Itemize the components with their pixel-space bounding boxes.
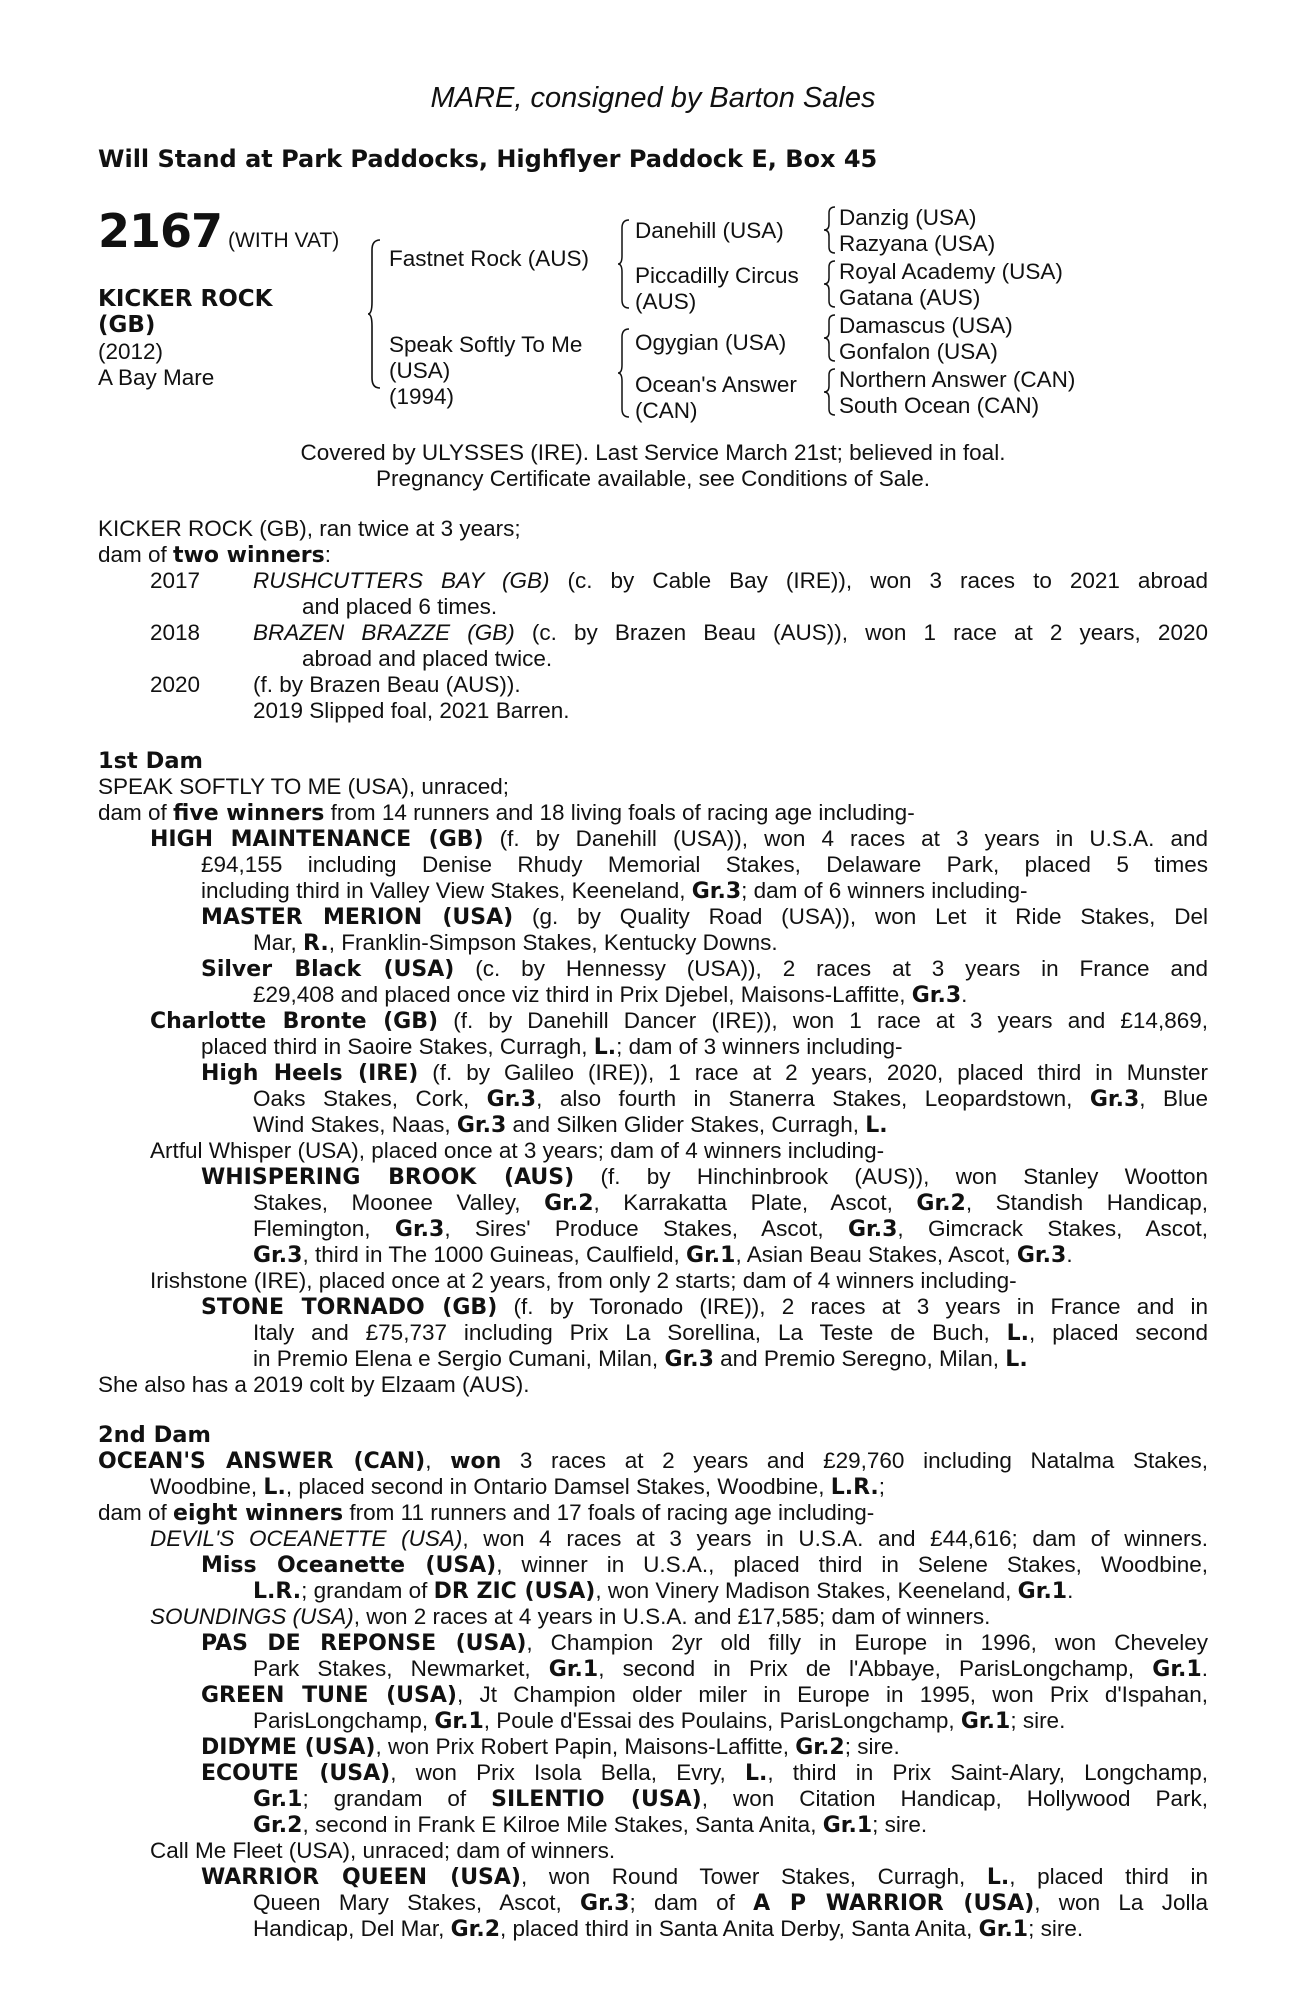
dam1-line <box>150 1008 1208 1035</box>
text-fragment: dam of <box>98 1500 174 1525</box>
dam2-line <box>201 1682 1208 1709</box>
race-grade: Gr.1 <box>1152 1657 1202 1682</box>
covered-line-1: Covered by ULYSSES (IRE). Last Service March 21st; believed in foal. <box>300 440 1006 465</box>
text-fragment: Flemington, <box>253 1216 395 1241</box>
ped-sire-dam-line-2: (AUS) <box>635 289 697 314</box>
text-fragment: ; grandam of <box>302 1786 492 1811</box>
race-grade: Gr.2 <box>544 1191 594 1216</box>
text-fragment: Park Stakes, Newmarket, <box>253 1656 549 1681</box>
horse-name <box>98 286 272 338</box>
foal-name: RUSHCUTTERS BAY (GB) <box>253 568 550 593</box>
pedigree-brace-sire <box>618 218 630 310</box>
text-fragment: , won 4 races at 3 years in U.S.A. and £44,616; dam of winners. <box>462 1526 1208 1551</box>
text-fragment: , won Citation Handicap, Hollywood Park, <box>701 1786 1209 1811</box>
horse-year: (2012) <box>98 339 164 364</box>
ped-dss: Damascus (USA) <box>839 313 1013 338</box>
text-fragment: , placed third in Santa Anita Derby, Santa Anita, <box>500 1916 979 1941</box>
stand-location: Will Stand at Park Paddocks, Highflyer Paddock E, Box 45 <box>98 145 878 173</box>
race-grade: Gr.3 <box>253 1243 303 1268</box>
horse-name-line-2: (GB) <box>98 312 156 338</box>
text-fragment: . <box>1067 1578 1074 1603</box>
dam1-line <box>253 1242 1073 1269</box>
text-fragment: Mar, <box>253 930 304 955</box>
text-fragment: ; sire. <box>1010 1708 1066 1733</box>
dam1-line <box>98 800 915 827</box>
race-grade: Gr.1 <box>434 1709 484 1734</box>
race-grade: Gr.3 <box>580 1891 630 1916</box>
horse-name-italic: SOUNDINGS (USA) <box>150 1604 354 1629</box>
foal-name: BRAZEN BRAZZE (GB) <box>253 620 515 645</box>
horse-name-bold: SILENTIO (USA) <box>491 1787 702 1812</box>
dam2-line <box>201 1734 900 1761</box>
race-grade: L. <box>593 1035 617 1060</box>
produce-dam-of <box>98 542 331 569</box>
race-grade: Gr.3 <box>394 1217 445 1242</box>
dam1-line: £94,155 including Denise Rhudy Memorial Stakes, Delaware Park, placed 5 times <box>201 852 1208 877</box>
text-fragment: ; dam of <box>629 1890 754 1915</box>
text-fragment: placed third in Saoire Stakes, Curragh, <box>201 1034 594 1059</box>
text-fragment: and Silken Glider Stakes, Curragh, <box>506 1112 866 1137</box>
horse-name-bold: STONE TORNADO (GB) <box>201 1295 498 1320</box>
ped-dsd: Gonfalon (USA) <box>839 339 998 364</box>
pedigree-brace-ss <box>824 205 836 255</box>
dam1-line <box>201 1060 1208 1087</box>
lot-number-block <box>98 204 339 258</box>
dam1-line <box>253 930 778 957</box>
race-grade: Gr.1 <box>253 1787 303 1812</box>
dam2-line <box>201 1630 1208 1657</box>
race-grade: Gr.2 <box>253 1813 303 1838</box>
dam1-line <box>201 956 1208 983</box>
ped-sdd: Gatana (AUS) <box>839 285 981 310</box>
text-fragment: dam of <box>98 542 174 567</box>
text-fragment: , Standish Handicap, <box>965 1190 1209 1215</box>
text-fragment: , won Prix Isola Bella, Evry, <box>390 1760 745 1785</box>
dam1-line <box>201 904 1208 931</box>
dam1-line <box>253 1190 1208 1217</box>
dam2-line <box>201 1552 1208 1579</box>
text-fragment: , won Vinery Madison Stakes, Keeneland, <box>595 1578 1018 1603</box>
pedigree-brace-ds <box>824 313 836 363</box>
horse-name-italic: DEVIL'S OCEANETTE (USA) <box>150 1526 463 1551</box>
text-fragment: , second in Frank E Kilroe Mile Stakes, Santa Anita, <box>302 1812 823 1837</box>
horse-name-bold: WHISPERING BROOK (AUS) <box>201 1165 575 1190</box>
horse-name-bold: PAS DE REPONSE (USA) <box>201 1631 527 1656</box>
ped-sss: Danzig (USA) <box>839 205 977 230</box>
dam2-line <box>150 1604 990 1630</box>
text-fragment: , Poule d'Essai des Poulains, ParisLongchamp, <box>483 1708 961 1733</box>
text-fragment: (f. by Danehill Dancer (IRE)), won 1 race at 3 years and £14,869, <box>438 1008 1208 1033</box>
dam2-line <box>253 1578 1073 1605</box>
text-fragment: ; dam of 6 winners including- <box>741 878 1028 903</box>
text-fragment: , won Round Tower Stakes, Curragh, <box>521 1864 987 1889</box>
race-grade: Gr.2 <box>795 1735 845 1760</box>
text-fragment: (f. by Galileo (IRE)), 1 race at 2 years, 2020, placed third in Munster <box>418 1060 1208 1085</box>
horse-name-bold: ECOUTE (USA) <box>201 1761 391 1786</box>
text-fragment: Italy and £75,737 including Prix La Sorellina, La Teste de Buch, <box>253 1320 1007 1345</box>
dam1-line: Artful Whisper (USA), placed once at 3 years; dam of 4 winners including- <box>150 1138 885 1163</box>
page-title: MARE, consigned by Barton Sales <box>430 82 876 114</box>
race-grade: Gr.1 <box>822 1813 873 1838</box>
text-fragment: (c. by Hennessy (USA)), 2 races at 3 years in France and <box>454 956 1209 981</box>
ped-sire-sire: Danehill (USA) <box>635 218 784 243</box>
dam1-line <box>253 1320 1208 1347</box>
text-fragment: ParisLongchamp, <box>253 1708 435 1733</box>
race-grade: L. <box>1006 1321 1030 1346</box>
dam1-line <box>253 982 967 1009</box>
produce-year-2018: 2018 <box>150 620 201 645</box>
horse-name-bold: OCEAN'S ANSWER (CAN) <box>98 1449 426 1474</box>
text-fragment: , won La Jolla <box>1034 1890 1208 1915</box>
dam1-line <box>253 1112 888 1139</box>
text-fragment: (c. by Brazen Beau (AUS)), won 1 race at 2 years, 2020 <box>514 620 1208 645</box>
dam1-line <box>253 1086 1208 1113</box>
horse-name-bold: WARRIOR QUEEN (USA) <box>201 1865 521 1890</box>
ped-ddd: South Ocean (CAN) <box>839 393 1040 418</box>
dam1-line <box>150 826 1208 853</box>
ped-dam-sire: Ogygian (USA) <box>635 330 787 355</box>
text-fragment: , third in Prix Saint-Alary, Longchamp, <box>767 1760 1208 1785</box>
dam1-line: SPEAK SOFTLY TO ME (USA), unraced; <box>98 774 509 799</box>
dam1-line <box>201 878 1028 905</box>
text-fragment: (f. by Hinchinbrook (AUS)), won Stanley Wootton <box>574 1164 1208 1189</box>
pedigree-brace-sd <box>824 259 836 309</box>
race-grade: Gr.1 <box>686 1243 736 1268</box>
text-fragment: , placed second <box>1029 1320 1208 1345</box>
dam2-line: Call Me Fleet (USA), unraced; dam of winners. <box>150 1838 616 1863</box>
text-fragment: ; sire. <box>844 1734 900 1759</box>
race-grade: L. <box>1005 1347 1028 1372</box>
text-fragment: Wind Stakes, Naas, <box>253 1112 457 1137</box>
race-grade: Gr.3 <box>486 1087 537 1112</box>
text-fragment: , Blue <box>1139 1086 1208 1111</box>
dam2-line <box>150 1474 885 1501</box>
dam1-line <box>201 1294 1208 1321</box>
text-fragment: , won 2 races at 4 years in U.S.A. and £17,585; dam of winners. <box>353 1604 991 1629</box>
text-fragment: , placed second in Ontario Damsel Stakes, Woodbine, <box>285 1474 831 1499</box>
race-grade: Gr.1 <box>960 1709 1011 1734</box>
produce-entry-2020: (f. by Brazen Beau (AUS)). <box>253 672 521 697</box>
text-fragment: ; <box>878 1474 886 1499</box>
produce-year-2020: 2020 <box>150 672 201 697</box>
horse-sex: A Bay Mare <box>98 365 215 390</box>
horse-name-bold: DIDYME (USA) <box>201 1735 376 1760</box>
section-heading-2nd-dam: 2nd Dam <box>98 1422 211 1448</box>
horse-name-bold: High Heels (IRE) <box>201 1061 419 1086</box>
dam2-line <box>253 1890 1208 1917</box>
text-fragment: ; sire. <box>1028 1916 1084 1941</box>
ped-dam-line-3: (1994) <box>389 384 455 409</box>
horse-name-bold: HIGH MAINTENANCE (GB) <box>150 827 484 852</box>
text-fragment: from 11 runners and 17 foals of racing age including- <box>343 1500 875 1525</box>
dam2-line <box>253 1708 1065 1735</box>
text-fragment: ; sire. <box>872 1812 928 1837</box>
text-fragment: (g. by Quality Road (USA)), won Let it Ride Stakes, Del <box>513 904 1208 929</box>
text-fragment: (c. by Cable Bay (IRE)), won 3 races to 2021 abroad <box>549 568 1208 593</box>
text-fragment: ; dam of 3 winners including- <box>616 1034 903 1059</box>
race-grade: Gr.2 <box>450 1917 501 1942</box>
produce-year-2017: 2017 <box>150 568 201 593</box>
text-fragment: , third in The 1000 Guineas, Caulfield, <box>302 1242 687 1267</box>
race-grade: R. <box>303 931 329 956</box>
text-fragment: Woodbine, <box>150 1474 264 1499</box>
dam1-line <box>201 1034 903 1061</box>
produce-entry-2018-cont: abroad and placed twice. <box>302 646 553 671</box>
text-fragment: Oaks Stakes, Cork, <box>253 1086 487 1111</box>
horse-name-bold: A P WARRIOR (USA) <box>753 1891 1035 1916</box>
text-bold: won <box>450 1449 502 1474</box>
ped-sire: Fastnet Rock (AUS) <box>389 246 590 271</box>
dam1-line <box>201 1164 1208 1191</box>
race-grade: Gr.3 <box>1016 1243 1067 1268</box>
text-fragment: ; grandam of <box>301 1578 434 1603</box>
ped-ssd: Razyana (USA) <box>839 231 996 256</box>
text-fragment: . <box>961 982 968 1007</box>
dam2-line <box>253 1812 927 1839</box>
ped-dds: Northern Answer (CAN) <box>839 367 1076 392</box>
ped-dam-dam-line-1: Ocean's Answer <box>635 372 797 397</box>
text-fragment: £29,408 and placed once viz third in Prix Djebel, Maisons-Laffitte, <box>253 982 912 1007</box>
text-fragment: , second in Prix de l'Abbaye, ParisLongchamp, <box>598 1656 1153 1681</box>
produce-entry-2018 <box>253 620 1208 646</box>
text-fragment: , Sires' Produce Stakes, Ascot, <box>444 1216 848 1241</box>
produce-intro: KICKER ROCK (GB), ran twice at 3 years; <box>98 516 521 541</box>
text-fragment: , Gimcrack Stakes, Ascot, <box>897 1216 1209 1241</box>
race-grade: Gr.1 <box>978 1917 1029 1942</box>
text-fragment: from 14 runners and 18 living foals of racing age including- <box>324 800 915 825</box>
horse-name-bold: Silver Black (USA) <box>201 957 455 982</box>
race-grade: Gr.3 <box>691 879 742 904</box>
race-grade: L. <box>986 1865 1010 1890</box>
dam2-line <box>150 1526 1208 1552</box>
produce-entry-2017 <box>253 568 1208 594</box>
text-fragment: , placed third in <box>1009 1864 1209 1889</box>
text-fragment: . <box>1066 1242 1073 1267</box>
winners-count: five winners <box>173 801 325 826</box>
ped-dam-line-2: (USA) <box>389 358 451 383</box>
dam1-line <box>253 1216 1208 1243</box>
text-fragment: (f. by Toronado (IRE)), 2 races at 3 years in France and in <box>497 1294 1208 1319</box>
pedigree-brace-dam <box>618 327 630 419</box>
text-fragment: , Karrakatta Plate, Ascot, <box>593 1190 917 1215</box>
race-grade: L.R. <box>830 1475 879 1500</box>
text-fragment: and Premio Seregno, Milan, <box>713 1346 1006 1371</box>
winners-count: two winners <box>173 543 325 568</box>
text-fragment: , Asian Beau Stakes, Ascot, <box>735 1242 1017 1267</box>
text-fragment: dam of <box>98 800 174 825</box>
dam2-line <box>253 1916 1083 1943</box>
race-grade: Gr.3 <box>664 1347 714 1372</box>
dam1-line: She also has a 2019 colt by Elzaam (AUS). <box>98 1372 530 1397</box>
ped-sire-dam-line-1: Piccadilly Circus <box>635 263 799 288</box>
horse-name-bold: Charlotte Bronte (GB) <box>150 1009 439 1034</box>
text-fragment: , Champion 2yr old filly in Europe in 1996, won Cheveley <box>526 1630 1208 1655</box>
race-grade: Gr.3 <box>456 1113 507 1138</box>
vat-note: (WITH VAT) <box>228 229 340 252</box>
text-fragment: , Franklin-Simpson Stakes, Kentucky Downs. <box>328 930 778 955</box>
section-heading-1st-dam: 1st Dam <box>98 748 203 774</box>
race-grade: Gr.1 <box>1017 1579 1068 1604</box>
lot-number: 2167 <box>98 204 223 258</box>
horse-name-bold: DR ZIC (USA) <box>433 1579 596 1604</box>
dam2-line <box>98 1448 1208 1475</box>
horse-name-bold: Miss Oceanette (USA) <box>201 1553 497 1578</box>
race-grade: Gr.1 <box>548 1657 599 1682</box>
dam1-line <box>253 1346 1028 1373</box>
text-fragment: including third in Valley View Stakes, Keeneland, <box>201 878 692 903</box>
covered-line-2: Pregnancy Certificate available, see Conditions of Sale. <box>375 466 931 491</box>
race-grade: L. <box>263 1475 286 1500</box>
horse-name-bold: MASTER MERION (USA) <box>201 905 514 930</box>
dam2-line <box>98 1500 874 1527</box>
text-fragment: Queen Mary Stakes, Ascot, <box>253 1890 581 1915</box>
dam1-line: Irishstone (IRE), placed once at 2 years, from only 2 starts; dam of 4 winners including- <box>150 1268 1017 1293</box>
race-grade: Gr.3 <box>847 1217 898 1242</box>
text-fragment: Handicap, Del Mar, <box>253 1916 451 1941</box>
ped-dam-dam-line-2: (CAN) <box>635 398 698 423</box>
race-grade: L. <box>865 1113 888 1138</box>
text-fragment: , winner in U.S.A., placed third in Selene Stakes, Woodbine, <box>496 1552 1208 1577</box>
text-fragment: , <box>425 1448 451 1473</box>
text-fragment: 3 races at 2 years and £29,760 including Natalma Stakes, <box>501 1448 1208 1473</box>
race-grade: L. <box>744 1761 768 1786</box>
dam2-line <box>253 1786 1208 1813</box>
horse-name-bold: GREEN TUNE (USA) <box>201 1683 457 1708</box>
winners-count: eight winners <box>173 1501 344 1526</box>
produce-entry-2017-cont: and placed 6 times. <box>302 594 498 619</box>
text-fragment: , won Prix Robert Papin, Maisons-Laffitte, <box>375 1734 796 1759</box>
horse-name-line-1: KICKER ROCK <box>98 286 273 312</box>
race-grade: Gr.3 <box>1089 1087 1140 1112</box>
text-fragment: (f. by Danehill (USA)), won 4 races at 3 years in U.S.A. and <box>483 826 1208 851</box>
pedigree-brace-main <box>368 238 382 390</box>
text-fragment: , Jt Champion older miler in Europe in 1995, won Prix d'Ispahan, <box>456 1682 1208 1707</box>
dam2-line <box>201 1864 1208 1891</box>
text-fragment: in Premio Elena e Sergio Cumani, Milan, <box>253 1346 665 1371</box>
pedigree-brace-dd <box>824 367 836 417</box>
text-fragment: . <box>1201 1656 1208 1681</box>
dam2-line <box>253 1656 1208 1683</box>
race-grade: Gr.2 <box>916 1191 966 1216</box>
ped-sds: Royal Academy (USA) <box>839 259 1063 284</box>
dam2-line <box>201 1760 1208 1787</box>
race-grade: L.R. <box>253 1579 302 1604</box>
ped-dam-line-1: Speak Softly To Me <box>389 332 583 357</box>
text-fragment: Stakes, Moonee Valley, <box>253 1190 545 1215</box>
race-grade: Gr.3 <box>911 983 962 1008</box>
text-fragment: , also fourth in Stanerra Stakes, Leopardstown, <box>536 1086 1090 1111</box>
text-fragment: : <box>324 542 331 567</box>
produce-note-2019-2021: 2019 Slipped foal, 2021 Barren. <box>253 698 570 723</box>
